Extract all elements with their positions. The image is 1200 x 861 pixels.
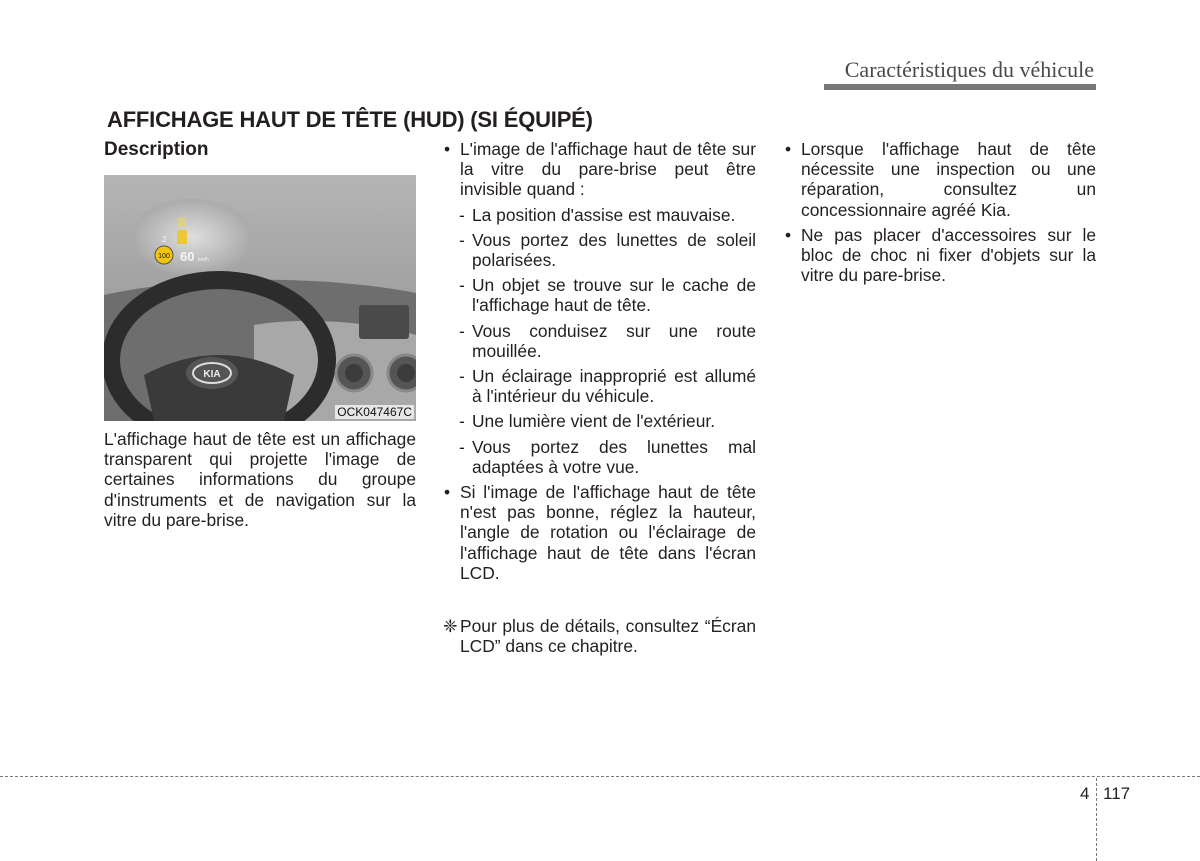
bullet-item	[784, 225, 1096, 286]
note-symbol-icon: ❈	[443, 616, 458, 637]
dash-mark: -	[459, 229, 465, 250]
reference-note	[443, 616, 756, 656]
dash-item	[443, 275, 756, 315]
bullet-mark: •	[785, 224, 792, 245]
bullet-text: L'image de l'affichage haut de tête sur la vitre du pare-brise peut être invisible quand :	[460, 139, 756, 200]
dash-mark: -	[459, 436, 465, 457]
hud-digit: 2	[162, 235, 167, 244]
section-title: AFFICHAGE HAUT DE TÊTE (HUD) (SI ÉQUIPÉ)	[107, 107, 593, 132]
hud-dashboard-illustration	[104, 175, 416, 421]
bullet-text: Si l'image de l'affichage haut de tête n'est pas bonne, réglez la hauteur, l'angle de rotation ou l'éclairage de l'affichage haut de tête dans l'écran LCD.	[460, 482, 756, 583]
bullet-mark: •	[444, 482, 451, 503]
running-header-title: Caractéristiques du véhicule	[844, 57, 1094, 82]
dash-mark: -	[459, 320, 465, 341]
bullet-item	[443, 482, 756, 583]
dash-item	[443, 411, 756, 431]
hud-speed-limit: 100	[158, 253, 170, 260]
bullet-mark: •	[785, 139, 792, 159]
column-3	[784, 139, 1096, 290]
dash-item	[443, 321, 756, 361]
bullet-item	[443, 139, 756, 200]
header-rule	[824, 84, 1096, 90]
dash-item	[443, 437, 756, 477]
chapter-number: 4	[1080, 784, 1090, 803]
dash-mark: -	[459, 204, 465, 225]
dash-text: Une lumière vient de l'extérieur.	[472, 411, 716, 432]
page-number: 117	[1103, 784, 1131, 803]
steering-logo: KIA	[203, 369, 221, 380]
bullet-text: Lorsque l'affichage haut de tête nécessite une inspection ou une réparation, consultez un concessionnaire agréé Kia.	[801, 139, 1096, 220]
note-text: Pour plus de détails, consultez “Écran LCD” dans ce chapitre.	[460, 616, 756, 657]
footer-rule	[0, 776, 1200, 777]
dash-text: Vous conduisez sur une route mouillée.	[472, 320, 756, 361]
dash-mark: -	[459, 411, 465, 432]
description-paragraph: L'affichage haut de tête est un affichage transparent qui projette l'image de certaines informations du groupe d'instruments et de navigation sur la vitre du pare-brise.	[104, 429, 416, 530]
column-2	[443, 139, 756, 656]
dash-mark: -	[459, 366, 465, 387]
figure-code: OCK047467C	[337, 405, 412, 419]
dash-text: Vous portez des lunettes de soleil polarisées.	[472, 229, 756, 271]
dash-item	[443, 366, 756, 406]
dash-item	[443, 205, 756, 225]
hud-unit: km/h	[198, 257, 209, 263]
dash-text: Un objet se trouve sur le cache de l'affichage haut de tête.	[472, 275, 756, 316]
dash-text: La position d'assise est mauvaise.	[472, 204, 736, 225]
dash-text: Un éclairage inapproprié est allumé à l'intérieur du véhicule.	[472, 366, 756, 407]
dash-mark: -	[459, 275, 465, 296]
bullet-mark: •	[444, 139, 451, 159]
description-subheading: Description	[104, 139, 209, 160]
hud-speed: 60	[180, 249, 195, 264]
dash-item	[443, 230, 756, 270]
bullet-item	[784, 139, 1096, 220]
bullet-text: Ne pas placer d'accessoires sur le bloc de choc ni fixer d'objets sur la vitre du pare-brise.	[801, 224, 1096, 286]
footer-divider	[1096, 778, 1097, 861]
dash-text: Vous portez des lunettes mal adaptées à votre vue.	[472, 436, 756, 477]
